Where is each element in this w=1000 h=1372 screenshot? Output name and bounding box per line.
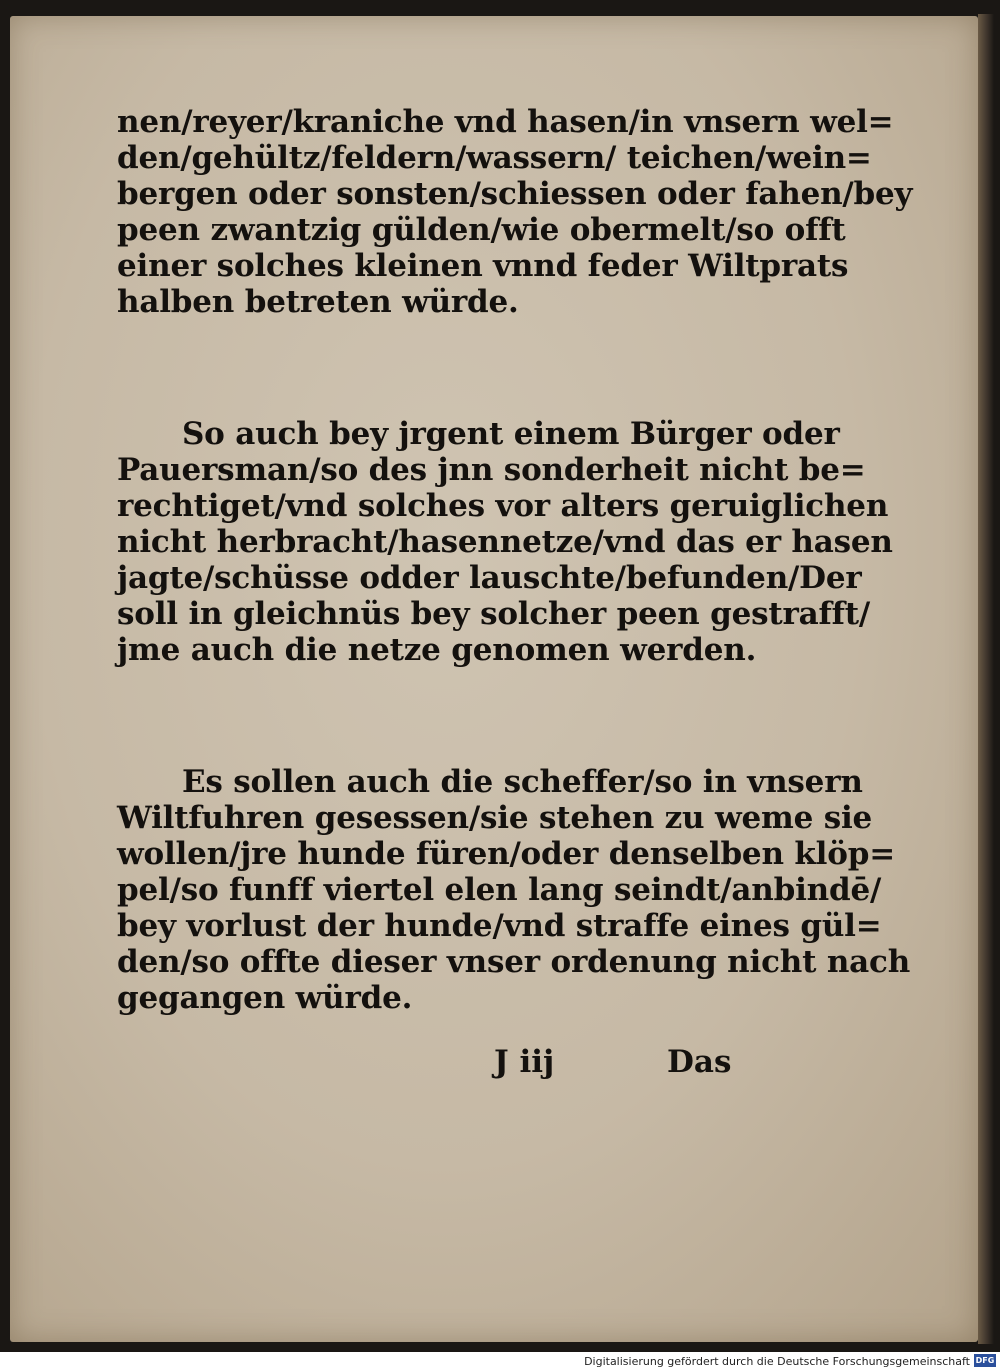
text-line: halben betreten würde. [117, 284, 519, 320]
text-line: Es sollen auch die scheffer/so in vnsern [182, 764, 863, 800]
text-line: pel/so funff viertel elen lang seindt/anbindē/ [117, 872, 882, 908]
paragraph-2 [117, 416, 893, 668]
text-line: den/so offte dieser vnser ordenung nicht nach [117, 944, 911, 980]
dfg-logo-icon: DFG [975, 1356, 995, 1365]
text-line: soll in gleichnüs bey solcher peen gestrafft/ [117, 596, 870, 632]
text-line: nicht herbracht/hasennetze/vnd das er hasen [117, 524, 893, 560]
text-line: jagte/schüsse odder lauschte/befunden/Der [117, 560, 862, 596]
text-line: gegangen würde. [117, 980, 413, 1016]
text-line: So auch bey jrgent einem Bürger oder [182, 416, 840, 452]
catchword: Das [667, 1044, 732, 1080]
text-line: bey vorlust der hunde/vnd straffe eines gül= [117, 908, 882, 944]
funding-credit: Digitalisierung gefördert durch die Deutsche Forschungsgemeinschaft [584, 1355, 970, 1368]
text-line: Pauersman/so des jnn sonderheit nicht be= [117, 452, 866, 488]
text-line: jme auch die netze genomen werden. [117, 632, 757, 668]
text-line: einer solches kleinen vnnd feder Wiltprats [117, 248, 849, 284]
text-line: den/gehültz/feldern/wassern/ teichen/wein= [117, 140, 872, 176]
page-edge [978, 14, 994, 1344]
text-line: rechtiget/vnd solches vor alters geruiglichen [117, 488, 889, 524]
paragraph-3 [117, 764, 911, 1016]
text-line: wollen/jre hunde füren/oder denselben klöp= [117, 836, 895, 872]
text-line: nen/reyer/kraniche vnd hasen/in vnsern wel= [117, 104, 894, 140]
text-line: Wiltfuhren gesessen/sie stehen zu weme sie [117, 800, 873, 836]
paragraph-1 [117, 104, 913, 320]
signature-mark: J iij [494, 1044, 555, 1080]
text-line: peen zwantzig gülden/wie obermelt/so offt [117, 212, 846, 248]
text-line: bergen oder sonsten/schiessen oder fahen/bey [117, 176, 913, 212]
